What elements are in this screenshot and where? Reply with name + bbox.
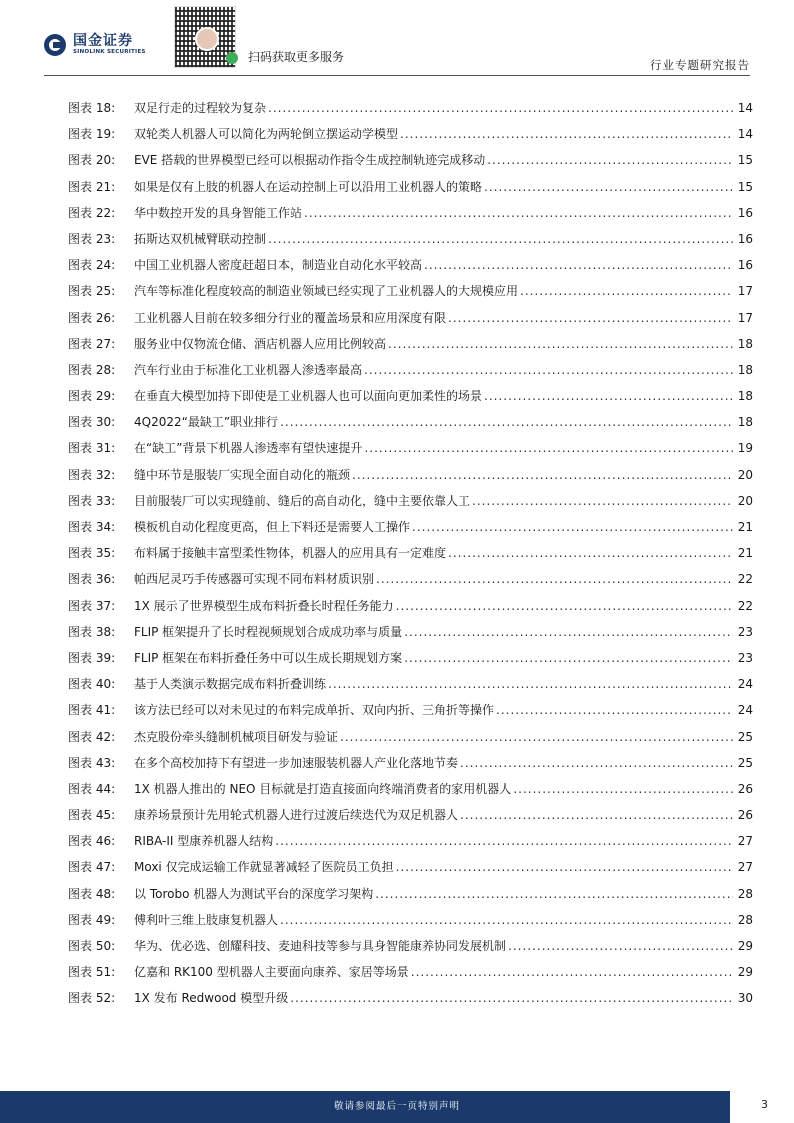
sinolink-logo <box>44 33 146 56</box>
toc-entry-title: 如果是仅有上肢的机器人在运动控制上可以沿用工业机器人的策略 <box>134 179 483 194</box>
toc-leader-dots <box>484 389 733 403</box>
toc-leader-dots <box>388 337 733 351</box>
toc-entry[interactable] <box>68 806 753 832</box>
toc-entry-title: FLIP 框架在布料折叠任务中可以生成长期规划方案 <box>134 650 403 665</box>
toc-entry-title: RIBA-II 型康养机器人结构 <box>134 834 274 849</box>
toc-entry-page: 23 <box>737 624 753 639</box>
toc-entry-page: 20 <box>737 493 753 508</box>
toc-entry[interactable] <box>68 623 753 649</box>
toc-entry-label: 图表 40: <box>68 677 116 692</box>
toc-entry-page: 24 <box>737 677 753 692</box>
toc-leader-dots <box>396 599 733 613</box>
toc-leader-dots <box>404 651 733 665</box>
toc-entry[interactable] <box>68 832 753 858</box>
toc-entry[interactable] <box>68 439 753 465</box>
toc-entry-label: 图表 28: <box>68 362 116 377</box>
toc-leader-dots <box>520 284 733 298</box>
toc-entry[interactable] <box>68 492 753 518</box>
toc-entry[interactable] <box>68 256 753 282</box>
toc-entry-page: 22 <box>737 598 753 613</box>
toc-entry-page: 25 <box>737 755 753 770</box>
toc-entry-page: 26 <box>737 781 753 796</box>
toc-entry-title: 在“缺工”背景下机器人渗透率有望快速提升 <box>134 441 363 456</box>
toc-entry[interactable] <box>68 309 753 335</box>
toc-entry-title: 杰克股份牵头缝制机械项目研发与验证 <box>134 729 339 744</box>
toc-leader-dots <box>396 860 733 874</box>
toc-entry-page: 28 <box>737 912 753 927</box>
page-header <box>0 0 794 80</box>
toc-entry-page: 23 <box>737 650 753 665</box>
toc-entry-title: 基于人类演示数据完成布料折叠训练 <box>134 677 327 692</box>
toc-entry-title: 1X 机器人推出的 NEO 目标就是打造直接面向终端消费者的家用机器人 <box>134 781 512 796</box>
toc-entry[interactable] <box>68 361 753 387</box>
toc-entry-title: 该方法已经可以对未见过的布料完成单折、双向内折、三角折等操作 <box>134 703 495 718</box>
toc-entry[interactable] <box>68 754 753 780</box>
toc-entry-label: 图表 51: <box>68 965 116 980</box>
toc-entry-page: 15 <box>737 179 753 194</box>
toc-entry[interactable] <box>68 597 753 623</box>
page-number: 3 <box>761 1098 768 1111</box>
toc-entry-page: 14 <box>737 101 753 115</box>
toc-leader-dots <box>496 703 733 717</box>
toc-entry-page: 27 <box>737 834 753 849</box>
toc-entry[interactable] <box>68 963 753 989</box>
toc-entry-title: 缝中环节是服装厂实现全面自动化的瓶颈 <box>134 467 351 482</box>
toc-entry-title: 汽车等标准化程度较高的制造业领域已经实现了工业机器人的大规模应用 <box>134 284 519 299</box>
qr-center-emblem <box>195 27 219 51</box>
toc-entry-title: 模板机自动化程度更高，但上下料还是需要人工操作 <box>134 520 411 534</box>
toc-leader-dots <box>460 808 733 822</box>
toc-leader-dots <box>275 834 733 848</box>
toc-leader-dots <box>460 756 733 770</box>
logo-text <box>73 33 146 56</box>
toc-leader-dots <box>280 415 733 429</box>
toc-entry-page: 26 <box>737 808 753 823</box>
toc-entry-label: 图表 20: <box>68 153 116 168</box>
toc-entry-title: 服务业中仅物流仓储、酒店机器人应用比例较高 <box>134 336 387 351</box>
toc-leader-dots <box>268 101 733 115</box>
toc-entry[interactable] <box>68 728 753 754</box>
toc-entry-label: 图表 33: <box>68 493 116 508</box>
toc-entry-label: 图表 21: <box>68 179 116 194</box>
toc-leader-dots <box>424 258 733 272</box>
toc-leader-dots <box>412 520 733 534</box>
toc-entry-label: 图表 46: <box>68 834 116 849</box>
toc-entry[interactable] <box>68 413 753 439</box>
toc-leader-dots <box>400 127 733 141</box>
toc-entry-page: 20 <box>737 467 753 482</box>
toc-entry[interactable] <box>68 989 753 1015</box>
toc-entry-label: 图表 34: <box>68 520 116 534</box>
toc-entry-title: EVE 搭载的世界模型已经可以根据动作指令生成控制轨迹完成移动 <box>134 153 486 168</box>
toc-entry-title: 康养场景预计先用轮式机器人进行过渡后续迭代为双足机器人 <box>134 808 459 823</box>
toc-entry-page: 18 <box>737 362 753 377</box>
toc-entry[interactable] <box>68 204 753 230</box>
toc-entry-title: 拓斯达双机械臂联动控制 <box>134 231 267 246</box>
toc-leader-dots <box>328 677 733 691</box>
toc-leader-dots <box>376 572 733 586</box>
toc-entry-title: 中国工业机器人密度赶超日本，制造业自动化水平较高 <box>134 258 423 273</box>
toc-entry[interactable] <box>68 570 753 596</box>
toc-leader-dots <box>352 468 733 482</box>
toc-entry-label: 图表 25: <box>68 284 116 299</box>
toc-entry[interactable] <box>68 701 753 727</box>
toc-entry-page: 21 <box>737 520 753 534</box>
toc-entry[interactable] <box>68 466 753 492</box>
toc-entry[interactable] <box>68 518 753 544</box>
toc-leader-dots <box>340 730 733 744</box>
toc-entry-label: 图表 39: <box>68 650 116 665</box>
toc-leader-dots <box>472 494 733 508</box>
toc-entry-page: 15 <box>737 153 753 168</box>
scan-prompt: 扫码获取更多服务 <box>248 50 345 64</box>
toc-entry-label: 图表 27: <box>68 336 116 351</box>
toc-entry-label: 图表 45: <box>68 808 116 823</box>
toc-leader-dots <box>304 206 733 220</box>
toc-entry-title: FLIP 框架提升了长时程视频规划合成成功率与质量 <box>134 624 403 639</box>
footer-disclaimer-notice: 敬请参阅最后一页特别声明 <box>333 1101 460 1112</box>
figure-index-list <box>68 99 753 1016</box>
toc-entry-page: 22 <box>737 572 753 587</box>
toc-entry-page: 18 <box>737 415 753 430</box>
toc-leader-dots <box>268 232 733 246</box>
toc-leader-dots <box>487 153 733 167</box>
toc-entry[interactable] <box>68 282 753 308</box>
toc-entry-label: 图表 35: <box>68 546 116 561</box>
toc-entry-label: 图表 44: <box>68 781 116 796</box>
toc-entry-title: 傅利叶三维上肢康复机器人 <box>134 912 279 927</box>
toc-entry[interactable] <box>68 780 753 806</box>
toc-entry-label: 图表 37: <box>68 598 116 613</box>
toc-entry-label: 图表 41: <box>68 703 116 718</box>
toc-entry-title: 4Q2022“最缺工”职业排行 <box>134 415 279 430</box>
toc-entry-title: 双轮类人机器人可以简化为两轮倒立摆运动学模型 <box>134 127 399 142</box>
toc-entry-title: 华为、优必选、创耀科技、麦迪科技等参与具身智能康养协同发展机制 <box>134 939 507 953</box>
toc-leader-dots <box>404 625 733 639</box>
toc-entry-title: 1X 发布 Redwood 模型升级 <box>134 991 289 1006</box>
wechat-badge-icon <box>226 52 238 64</box>
toc-entry-label: 图表 26: <box>68 310 116 325</box>
toc-entry-label: 图表 22: <box>68 205 116 220</box>
toc-entry-label: 图表 29: <box>68 389 116 404</box>
toc-leader-dots <box>290 991 733 1005</box>
logo-name-en: SINOLINK SECURITIES <box>73 49 146 55</box>
toc-entry-page: 27 <box>737 860 753 875</box>
toc-entry-page: 14 <box>737 127 753 142</box>
sinolink-logo-icon <box>44 34 66 56</box>
toc-entry-title: 以 Torobo 机器人为测试平台的深度学习架构 <box>134 886 374 901</box>
report-type-label: 行业专题研究报告 <box>650 58 750 72</box>
logo-name-cn: 国金证券 <box>73 33 133 49</box>
toc-leader-dots <box>364 441 733 455</box>
toc-entry[interactable] <box>68 178 753 204</box>
toc-leader-dots <box>484 180 733 194</box>
toc-entry[interactable] <box>68 885 753 911</box>
toc-entry-label: 图表 38: <box>68 624 116 639</box>
toc-leader-dots <box>364 363 733 377</box>
toc-entry-title: 亿嘉和 RK100 型机器人主要面向康养、家居等场景 <box>134 965 409 980</box>
toc-entry-label: 图表 43: <box>68 755 116 770</box>
toc-entry-title: 帕西尼灵巧手传感器可实现不同布料材质识别 <box>134 572 375 587</box>
toc-entry-label: 图表 24: <box>68 258 116 273</box>
toc-entry[interactable] <box>68 937 753 963</box>
toc-entry-title: 在垂直大模型加持下即使是工业机器人也可以面向更加柔性的场景 <box>134 389 483 404</box>
toc-entry[interactable] <box>68 387 753 413</box>
toc-leader-dots <box>411 965 733 979</box>
toc-entry-label: 图表 50: <box>68 939 116 953</box>
toc-entry[interactable] <box>68 675 753 701</box>
toc-entry-label: 图表 48: <box>68 886 116 901</box>
toc-entry-page: 17 <box>737 284 753 299</box>
toc-leader-dots <box>375 887 733 901</box>
toc-leader-dots <box>508 939 733 953</box>
toc-entry[interactable] <box>68 544 753 570</box>
toc-entry-title: 工业机器人目前在较多细分行业的覆盖场景和应用深度有限 <box>134 310 447 325</box>
toc-entry-page: 19 <box>737 441 753 456</box>
toc-entry-label: 图表 42: <box>68 729 116 744</box>
toc-entry-label: 图表 36: <box>68 572 116 587</box>
toc-entry[interactable] <box>68 230 753 256</box>
toc-entry-label: 图表 23: <box>68 231 116 246</box>
toc-entry-label: 图表 32: <box>68 467 116 482</box>
toc-entry-page: 25 <box>737 729 753 744</box>
toc-entry-page: 16 <box>737 231 753 246</box>
toc-entry-page: 18 <box>737 389 753 404</box>
qr-code-icon[interactable] <box>174 6 236 68</box>
toc-entry-page: 21 <box>737 546 753 561</box>
toc-entry-label: 图表 49: <box>68 912 116 927</box>
toc-entry-page: 16 <box>737 258 753 273</box>
toc-entry-title: 布料属于接触丰富型柔性物体，机器人的应用具有一定难度 <box>134 546 447 561</box>
toc-entry-page: 28 <box>737 886 753 901</box>
toc-entry[interactable] <box>68 99 753 125</box>
toc-entry-page: 16 <box>737 205 753 220</box>
toc-entry[interactable] <box>68 335 753 361</box>
toc-entry[interactable] <box>68 125 753 151</box>
toc-leader-dots <box>448 311 733 325</box>
toc-entry-page: 30 <box>737 991 753 1006</box>
toc-entry[interactable] <box>68 911 753 937</box>
toc-entry-label: 图表 30: <box>68 415 116 430</box>
toc-entry[interactable] <box>68 649 753 675</box>
toc-entry-page: 29 <box>737 939 753 953</box>
toc-entry-page: 17 <box>737 310 753 325</box>
toc-entry-title: 华中数控开发的具身智能工作站 <box>134 205 303 220</box>
toc-entry[interactable] <box>68 151 753 177</box>
toc-entry-title: 1X 展示了世界模型生成布料折叠长时程任务能力 <box>134 598 394 613</box>
toc-entry-label: 图表 31: <box>68 441 116 456</box>
toc-entry-page: 18 <box>737 336 753 351</box>
toc-entry-title: 在多个高校加持下有望进一步加速服装机器人产业化落地节奏 <box>134 755 459 770</box>
toc-leader-dots <box>448 546 733 560</box>
toc-entry[interactable] <box>68 858 753 884</box>
toc-entry-page: 29 <box>737 965 753 980</box>
toc-leader-dots <box>513 782 733 796</box>
header-divider <box>44 75 750 76</box>
toc-entry-page: 24 <box>737 703 753 718</box>
toc-entry-title: Moxi 仅完成运输工作就显著减轻了医院员工负担 <box>134 860 394 875</box>
toc-entry-label: 图表 52: <box>68 991 116 1006</box>
toc-entry-title: 双足行走的过程较为复杂 <box>134 101 267 115</box>
toc-entry-label: 图表 18: <box>68 101 116 115</box>
toc-entry-label: 图表 47: <box>68 860 116 875</box>
toc-entry-label: 图表 19: <box>68 127 116 142</box>
toc-entry-title: 汽车行业由于标准化工业机器人渗透率最高 <box>134 362 363 377</box>
toc-entry-title: 目前服装厂可以实现缝前、缝后的高自动化，缝中主要依靠人工 <box>134 493 471 508</box>
toc-leader-dots <box>280 913 733 927</box>
